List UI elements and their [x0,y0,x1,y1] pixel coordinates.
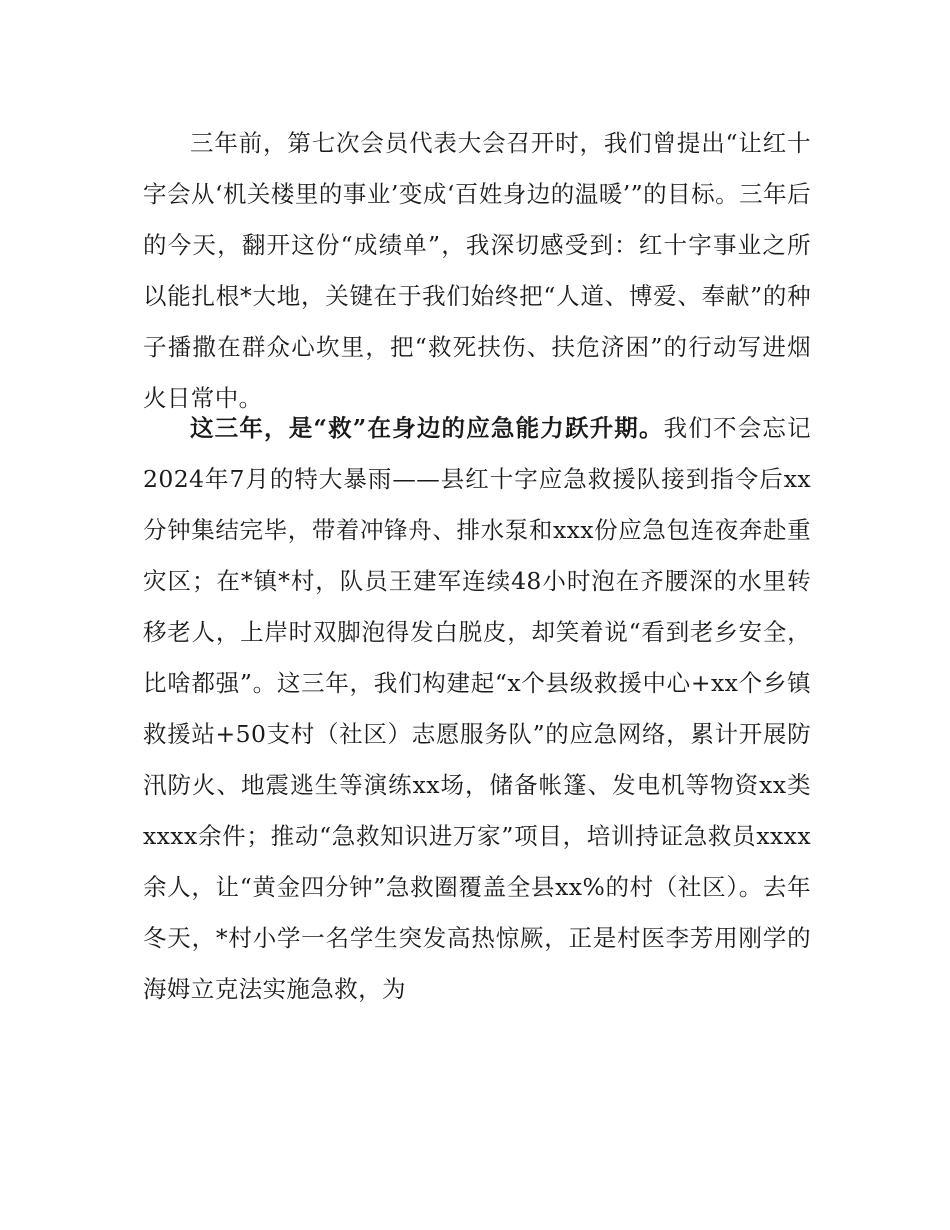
paragraph-2-text [143,403,811,1015]
paragraph-2-lead: 这三年，是“救”在身边的应急能力跃升期。 [190,414,664,442]
paragraph-1 [143,118,811,424]
paragraph-2-body: 我们不会忘记2024年7月的特大暴雨——县红十字应急救援队接到指令后xx分钟集结完毕，带着冲锋舟、排水泵和xxx份应急包连夜奔赴重灾区；在*镇*村，队员王建军连续48小时泡在齐腰深的水里转移老人，上岸时双脚泡得发白脱皮，却笑着说“看到老乡安全，比啥都强”。这三年，我们构建起“x个县级救援中心+xx个乡镇救援站+50支村（社区）志愿服务队”的应急网络，累计开展防汛防火、地震逃生等演练xx场，储备帐篷、发电机等物资xx类xxxx余件；推动“急救知识进万家”项目，培训持证急救员xxxx余人，让“黄金四分钟”急救圈覆盖全县xx%的村（社区）。去年冬天，*村小学一名学生突发高热惊厥，正是村医李芳用刚学的海姆立克法实施急救，为 [143,414,811,1003]
paragraph-1-text: 三年前，第七次会员代表大会召开时，我们曾提出“让红十字会从‘机关楼里的事业’变成‘百姓身边的温暖’”的目标。三年后的今天，翻开这份“成绩单”，我深切感受到：红十字事业之所以能扎根*大地，关键在于我们始终把“人道、博爱、奉献”的种子播撒在群众心坎里，把“救死扶伤、扶危济困”的行动写进烟火日常中。 [143,129,811,412]
paragraph-2 [143,403,811,1015]
